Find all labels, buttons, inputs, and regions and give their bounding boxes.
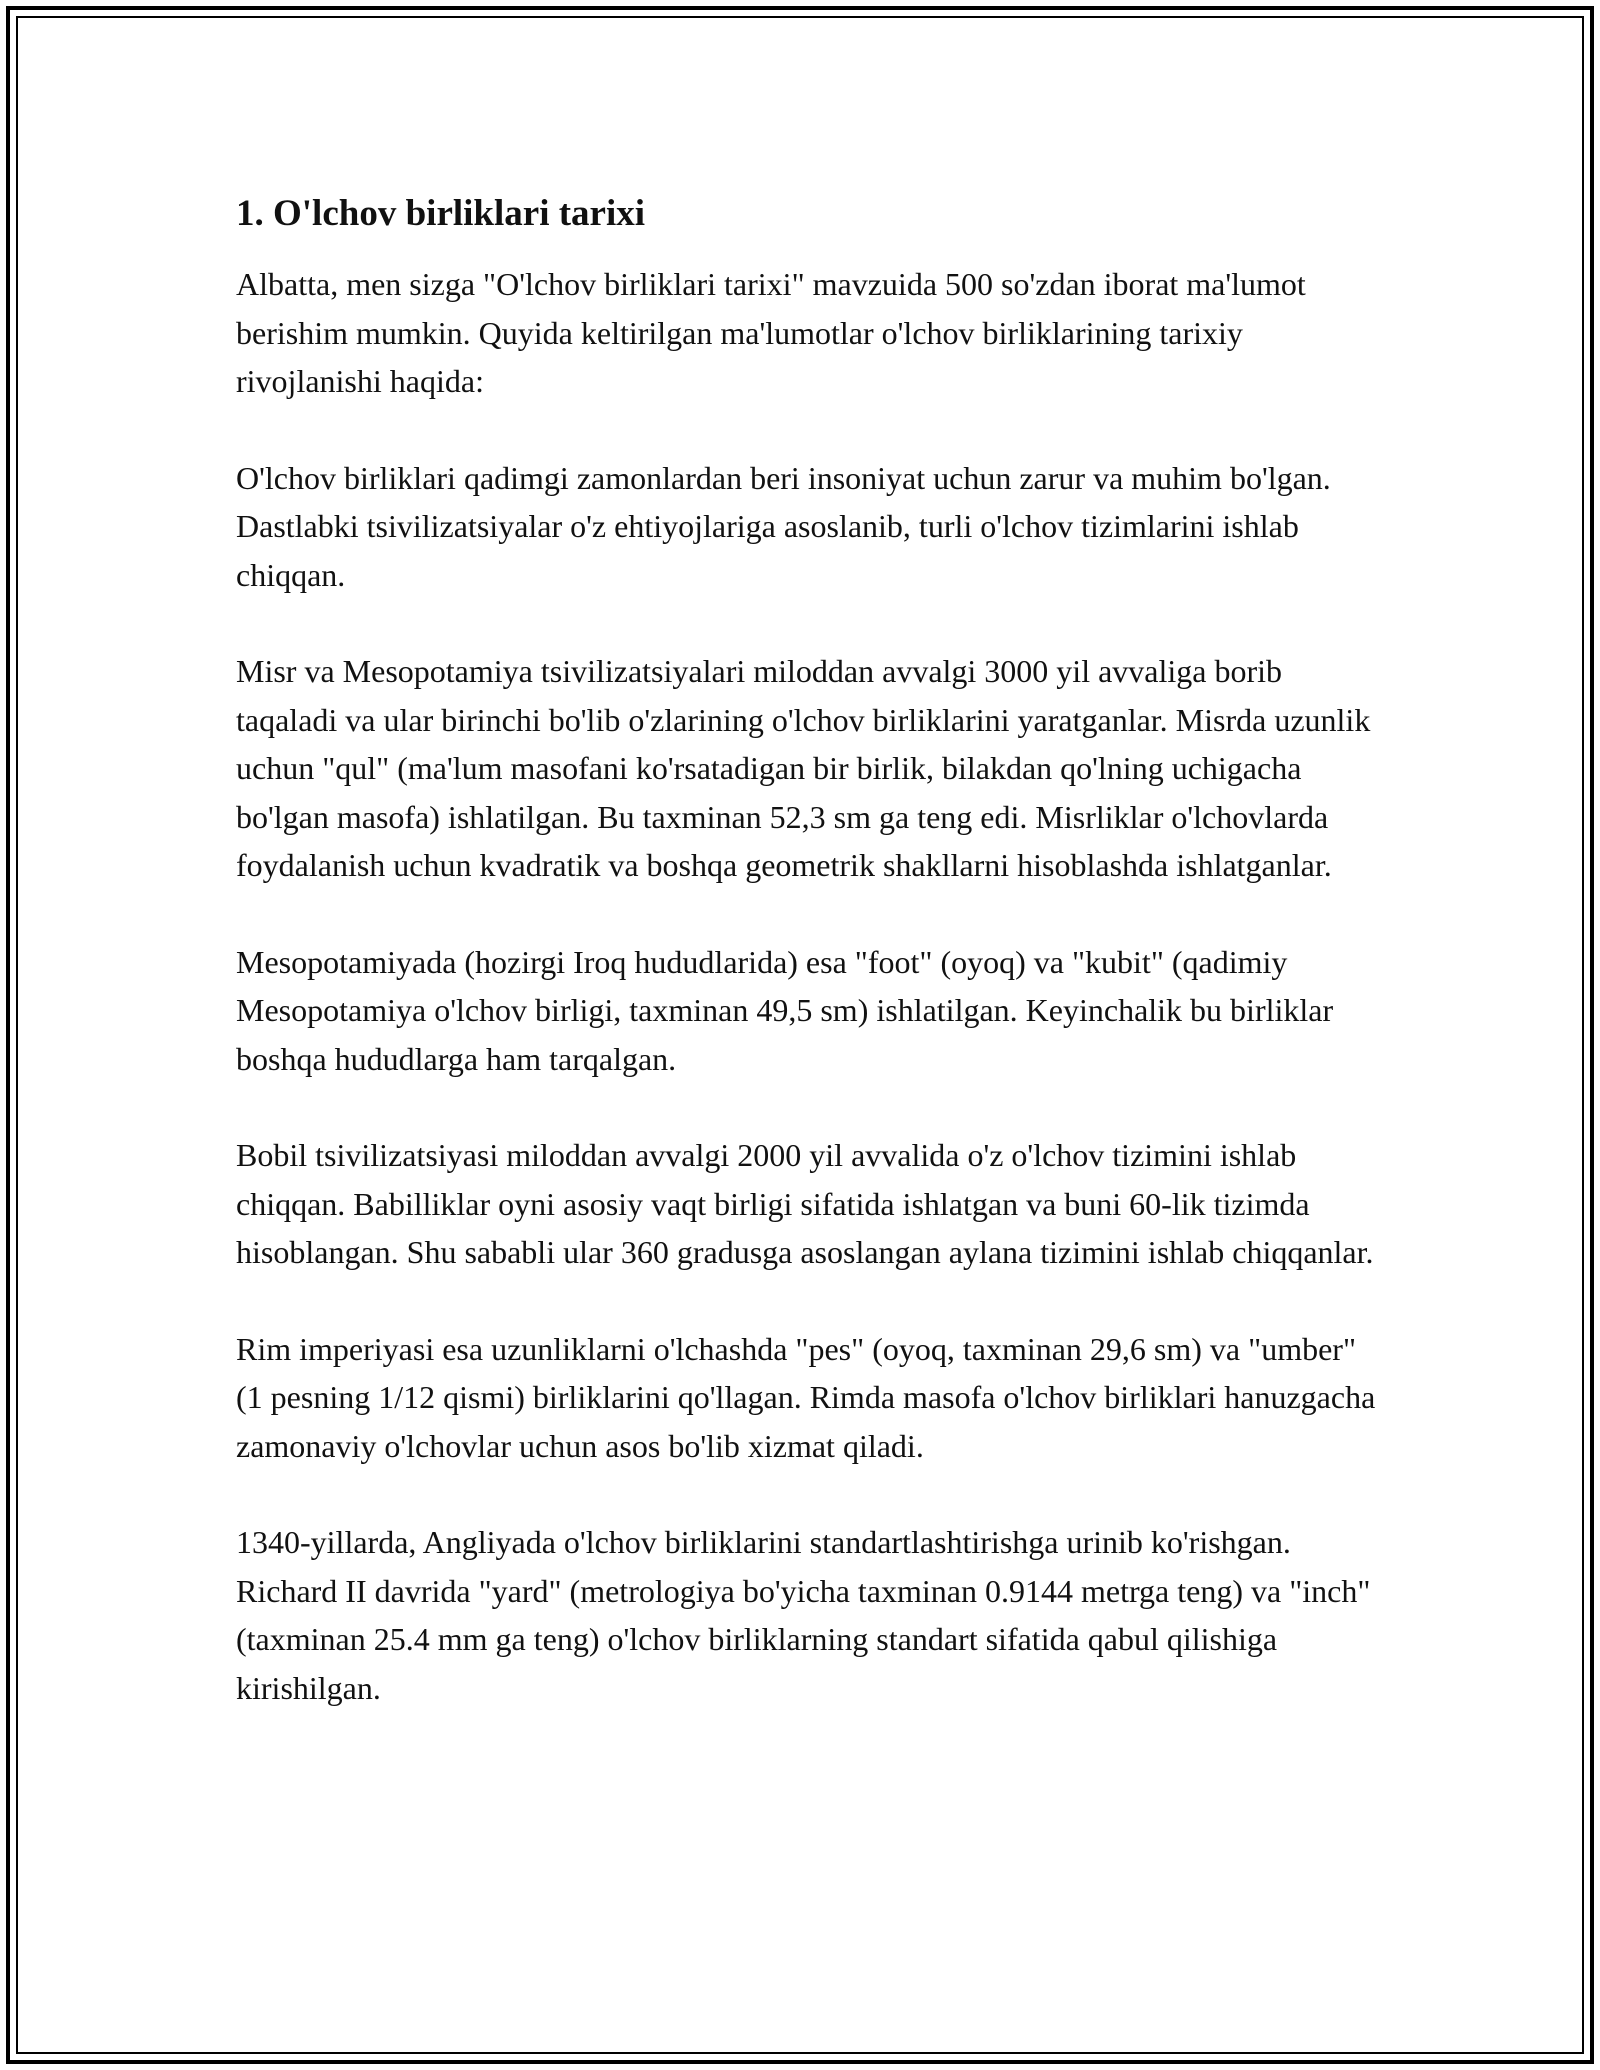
- paragraph-mesopotamia: Mesopotamiyada (hozirgi Iroq hududlarida) esa "foot" (oyoq) va "kubit" (qadimiy Mesopotamiya o'lchov birligi, taxminan 49,5 sm) ishlatilgan. Keyinchalik bu birliklar boshqa hududlarga ham tarqalgan.: [236, 943, 1334, 1077]
- document-title: 1. O'lchov birliklari tarixi: [236, 193, 646, 234]
- paragraph-england: 1340-yillarda, Angliyada o'lchov birliklarini standartlashtirishga urinib ko'rishgan. Richard II davrida "yard" (metrologiya bo'yicha taxminan 0.9144 metrga teng) va "inch" (taxminan 25.4 mm ga teng) o'lchov birliklarning standart sifatida qabul qilishiga kirishilgan.: [236, 1524, 1371, 1706]
- document-body: [236, 190, 1386, 1760]
- paragraph-ancient-times: O'lchov birliklari qadimgi zamonlardan beri insoniyat uchun zarur va muhim bo'lgan. Dastlabki tsivilizatsiyalar o'z ehtiyojlariga asoslanib, turli o'lchov tizimlarini ishlab chiqqan.: [236, 459, 1331, 593]
- paragraph-rome: Rim imperiyasi esa uzunliklarni o'lchashda "pes" (oyoq, taxminan 29,6 sm) va "umber" (1 pesning 1/12 qismi) birliklarini qo'llagan. Rimda masofa o'lchov birliklari hanuzgacha zamonaviy o'lchovlar uchun asos bo'lib xizmat qiladi.: [236, 1330, 1376, 1464]
- paragraph-intro: Albatta, men sizga "O'lchov birliklari tarixi" mavzuida 500 so'zdan iborat ma'lumot berishim mumkin. Quyida keltirilgan ma'lumotlar o'lchov birliklarining tarixiy rivojlanishi haqida:: [236, 266, 1306, 399]
- paragraph-egypt-mesopotamia: Misr va Mesopotamiya tsivilizatsiyalari miloddan avvalgi 3000 yil avvaliga borib taqaladi va ular birinchi bo'lib o'zlarining o'lchov birliklarini yaratganlar. Misrda uzunlik uchun "qul" (ma'lum masofani ko'rsatadigan bir birlik, bilakdan qo'lning uchigacha bo'lgan masofa) ishlatilgan. Bu taxminan 52,3 sm ga teng edi. Misrliklar o'lchovlarda foydalanish uchun kvadratik va boshqa geometrik shakllarni hisoblashda ishlatganlar.: [236, 653, 1371, 883]
- paragraph-babylon: Bobil tsivilizatsiyasi miloddan avvalgi 2000 yil avvalida o'z o'lchov tizimini ishlab chiqqan. Babilliklar oyni asosiy vaqt birligi sifatida ishlatgan va buni 60-lik tizimda hisoblangan. Shu sababli ular 360 gradusga asoslangan aylana tizimini ishlab chiqqanlar.: [236, 1137, 1374, 1270]
